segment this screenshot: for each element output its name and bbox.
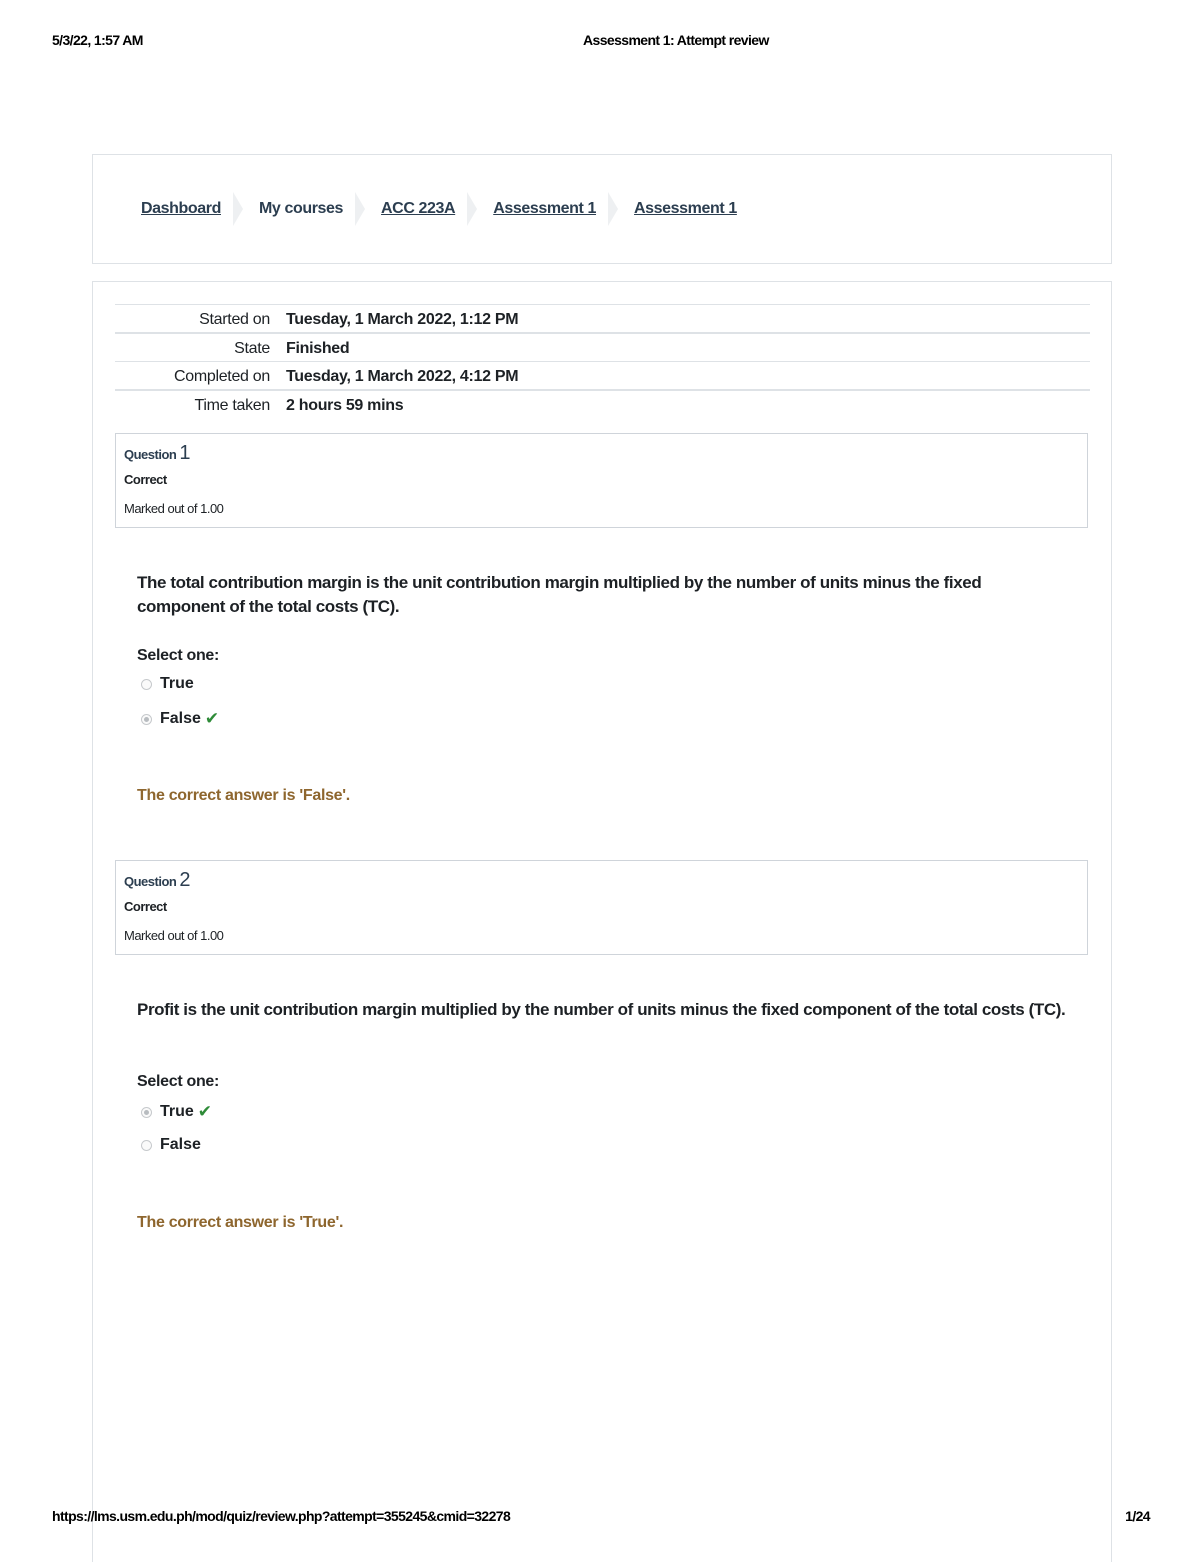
question-title-label: Question xyxy=(124,447,177,462)
attempt-summary-table xyxy=(115,304,1090,418)
summary-value: Tuesday, 1 March 2022, 1:12 PM xyxy=(286,310,519,328)
summary-label: Completed on xyxy=(173,367,270,385)
print-date: 5/3/22, 1:57 AM xyxy=(52,32,143,48)
question-text: Profit is the unit contribution margin multiplied by the number of units minus the fixed component of the total costs (TC). xyxy=(137,1000,1066,1019)
summary-row-started xyxy=(115,305,1090,334)
check-icon: ✔ xyxy=(204,709,220,728)
breadcrumb-link-dashboard[interactable]: Dashboard xyxy=(141,200,221,217)
question-number: 2 xyxy=(179,869,190,891)
question-title xyxy=(124,869,190,892)
question-title-label: Question xyxy=(124,874,177,889)
summary-row-state xyxy=(115,333,1090,362)
select-one-label: Select one: xyxy=(137,1073,220,1090)
question-state: Correct xyxy=(124,472,167,487)
check-icon: ✔ xyxy=(197,1102,213,1121)
breadcrumb-text-my-courses: My courses xyxy=(258,200,344,217)
breadcrumb-link-course[interactable]: ACC 223A xyxy=(381,200,456,217)
print-url: https://lms.usm.edu.ph/mod/quiz/review.php?attempt=355245&cmid=32278 xyxy=(52,1508,511,1524)
question-title xyxy=(124,442,190,465)
breadcrumb-item-quiz[interactable] xyxy=(634,200,737,218)
breadcrumb-link-quiz[interactable]: Assessment 1 xyxy=(634,200,737,217)
summary-row-time-taken xyxy=(115,390,1090,418)
breadcrumb-link-section[interactable]: Assessment 1 xyxy=(493,200,597,217)
question-grade: Marked out of 1.00 xyxy=(124,928,224,943)
question-number: 1 xyxy=(179,442,190,464)
summary-label: Started on xyxy=(199,310,270,328)
question-state: Correct xyxy=(124,899,167,914)
radio-button-selected[interactable] xyxy=(141,714,152,725)
breadcrumb-separator-icon xyxy=(608,192,618,226)
answer-option-true[interactable] xyxy=(141,675,194,693)
question-info-box xyxy=(115,860,1088,955)
question-grade: Marked out of 1.00 xyxy=(124,501,224,516)
breadcrumb-separator-icon xyxy=(233,192,243,226)
breadcrumb-item-dashboard[interactable] xyxy=(141,200,221,218)
quiz-review-card xyxy=(92,281,1112,1562)
radio-button-selected[interactable] xyxy=(141,1107,152,1118)
breadcrumb-separator-icon xyxy=(467,192,477,226)
print-header xyxy=(0,32,1200,52)
answer-option-true[interactable] xyxy=(141,1102,212,1122)
summary-row-completed xyxy=(115,362,1090,391)
breadcrumb-item-section[interactable] xyxy=(493,200,596,218)
summary-label: State xyxy=(234,339,270,357)
answer-option-label: False xyxy=(160,710,201,727)
answer-option-label: False xyxy=(160,1136,201,1153)
breadcrumb-separator-icon xyxy=(355,192,365,226)
summary-value: 2 hours 59 mins xyxy=(286,396,404,414)
answer-option-false[interactable] xyxy=(141,709,219,729)
answer-option-false[interactable] xyxy=(141,1136,201,1154)
radio-button[interactable] xyxy=(141,679,152,690)
breadcrumb xyxy=(141,197,737,221)
summary-value: Finished xyxy=(286,339,350,357)
summary-label: Time taken xyxy=(194,396,270,414)
answer-option-label: True xyxy=(160,1103,194,1120)
print-page-number: 1/24 xyxy=(1125,1508,1150,1524)
radio-button[interactable] xyxy=(141,1140,152,1151)
print-page-title: Assessment 1: Attempt review xyxy=(583,32,769,48)
question-text: The total contribution margin is the unit contribution margin multiplied by the number of units minus the fixed component of the total costs (TC). xyxy=(137,573,982,616)
correct-answer-feedback: The correct answer is 'True'. xyxy=(137,1214,344,1231)
breadcrumb-item-course[interactable] xyxy=(381,200,455,218)
answer-option-label: True xyxy=(160,675,194,692)
summary-value: Tuesday, 1 March 2022, 4:12 PM xyxy=(286,367,519,385)
select-one-label: Select one: xyxy=(137,647,220,664)
breadcrumb-card xyxy=(92,154,1112,264)
print-footer xyxy=(0,1508,1200,1528)
breadcrumb-item-my-courses xyxy=(259,200,343,218)
question-info-box xyxy=(115,433,1088,528)
correct-answer-feedback: The correct answer is 'False'. xyxy=(137,787,350,804)
